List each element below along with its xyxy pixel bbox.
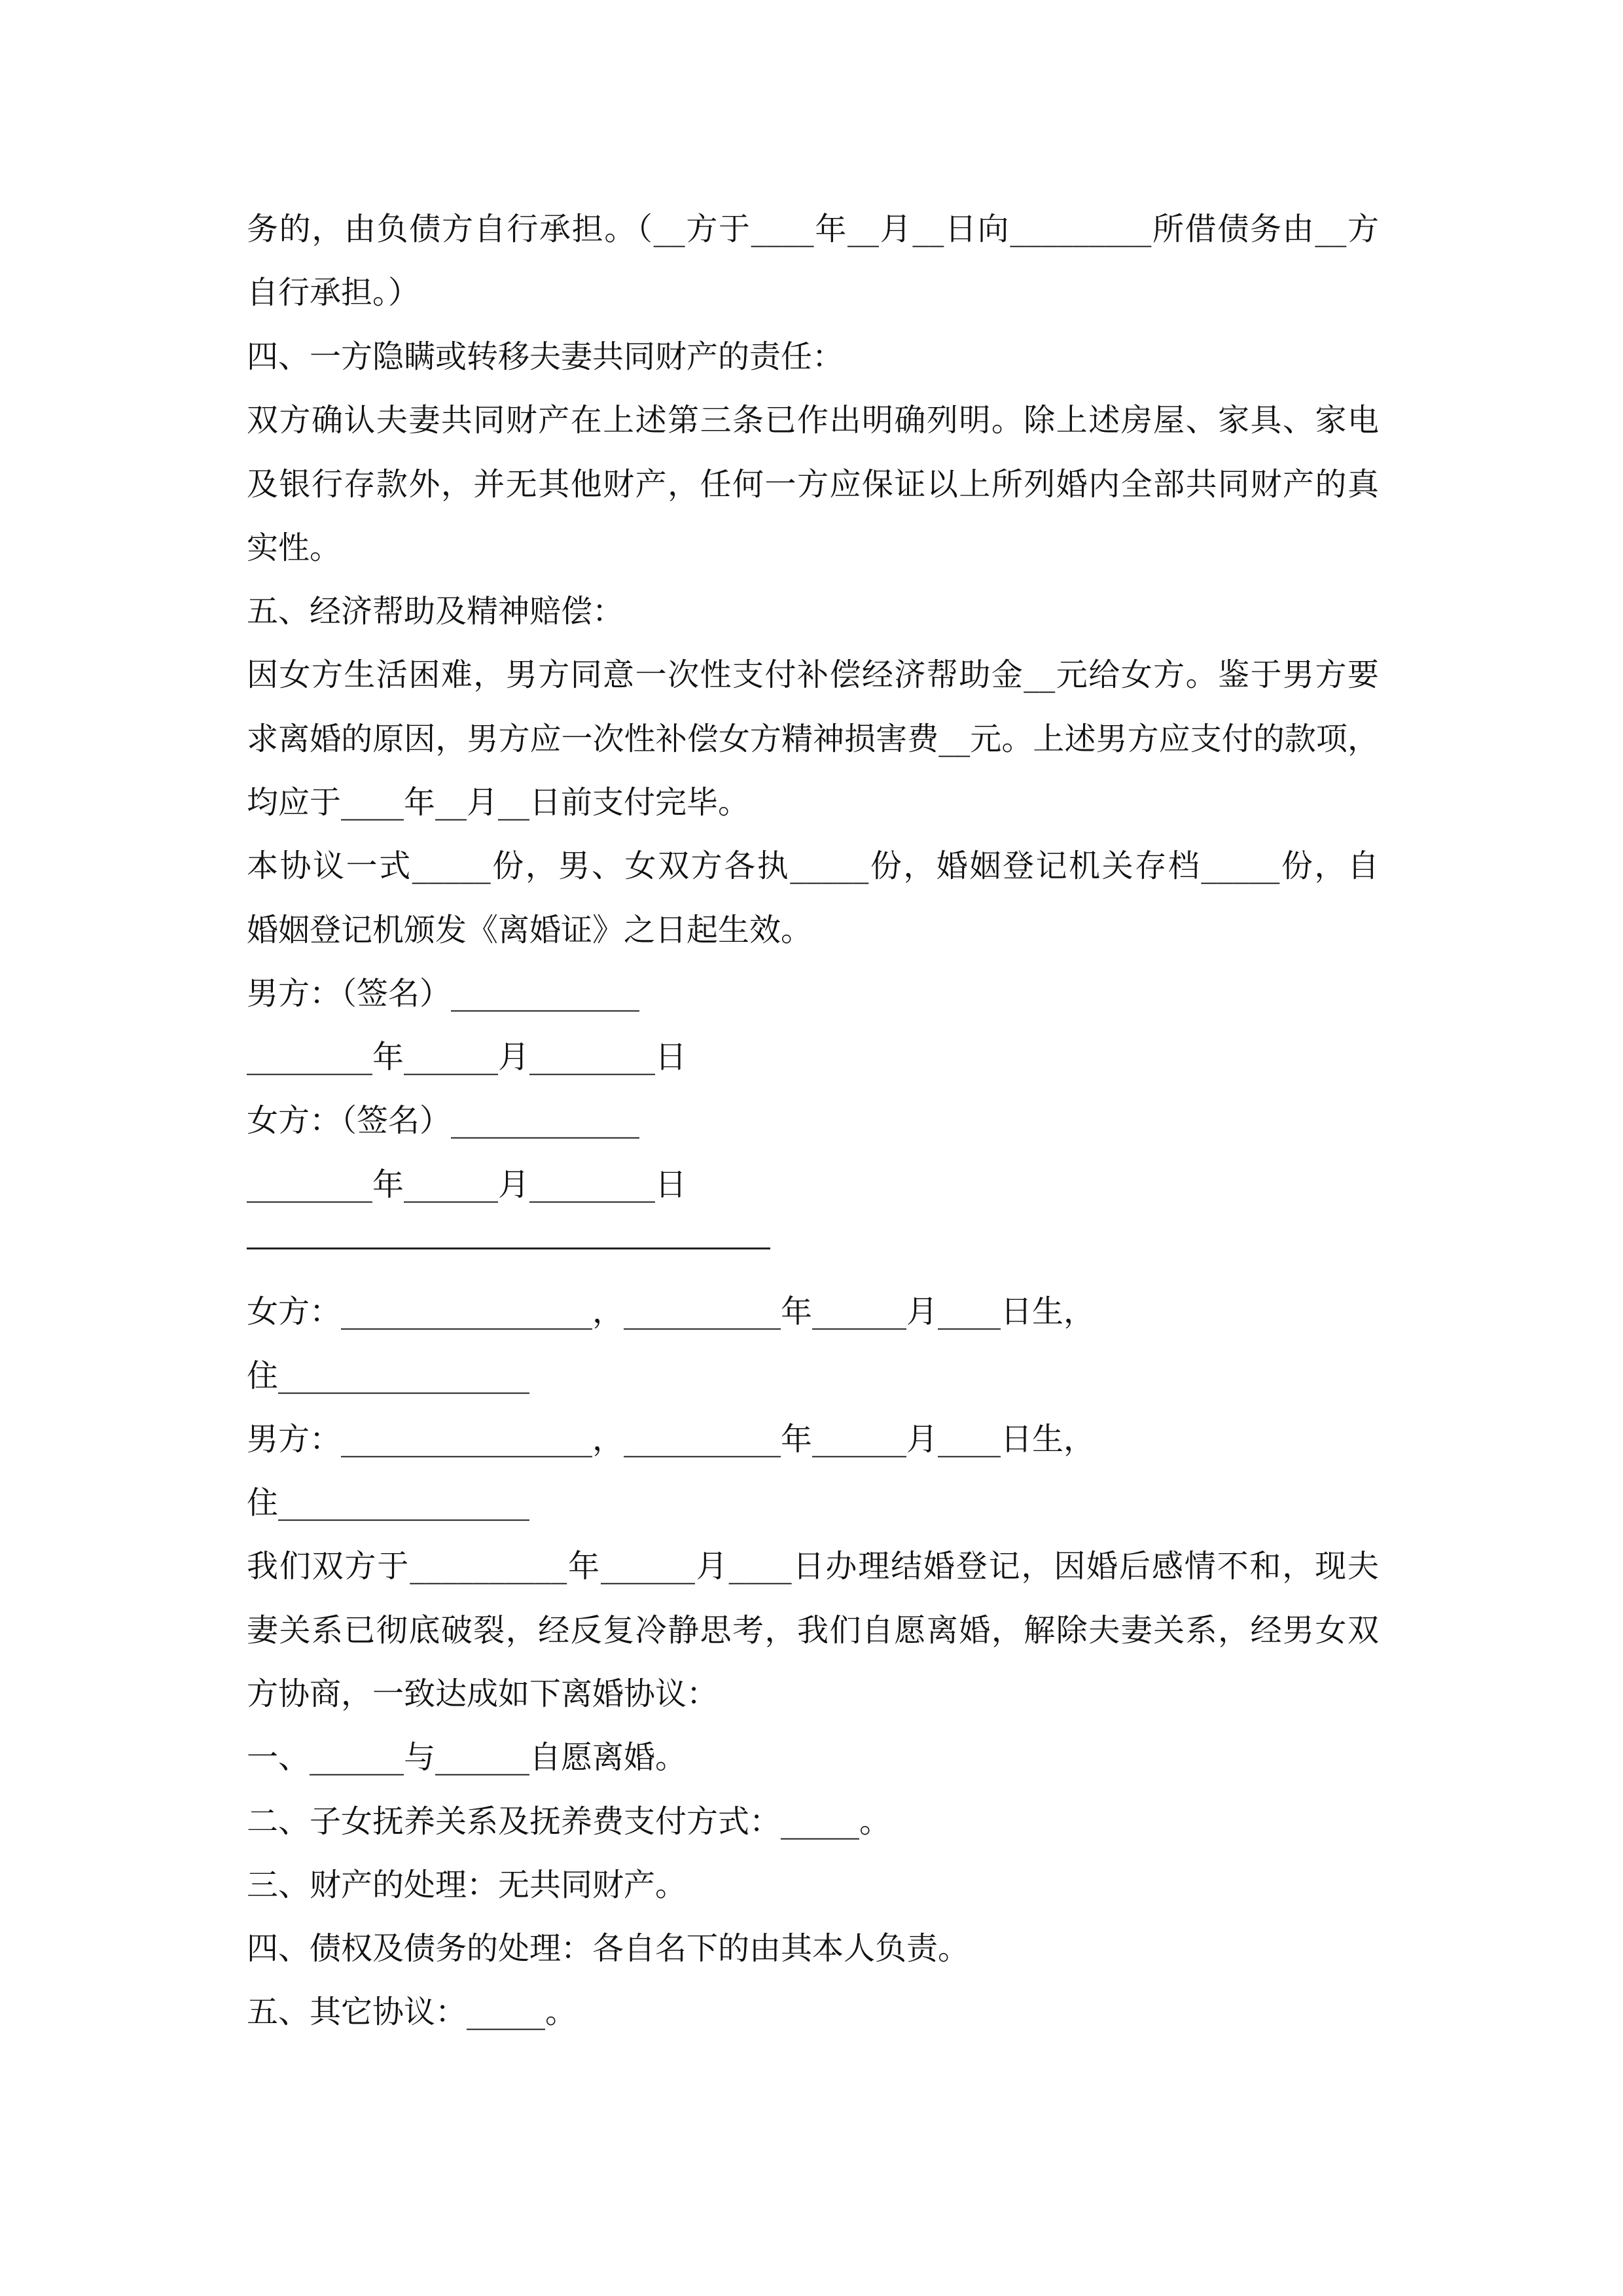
text-line: 均应于____年__月__日前支付完毕。 (247, 784, 750, 821)
address-line: 住________________ (247, 1357, 530, 1394)
text-line: 自行承担。） (247, 274, 420, 311)
date-line: ________年______月________日 (247, 1166, 687, 1203)
signature-line-male: 男方：（签名）____________ (247, 975, 640, 1012)
clause-line: 三、财产的处理：无共同财产。 (247, 1867, 687, 1903)
date-line: ________年______月________日 (247, 1039, 687, 1075)
clause-line: 一、______与______自愿离婚。 (247, 1739, 687, 1776)
text-line: 本协议一式_____份，男、女双方各执_____份，婚姻登记机关存档_____份，自 (247, 848, 1379, 884)
text-line: 务的，由负债方自行承担。（__方于____年__月__日向_________所借债务由__方 (247, 211, 1379, 247)
clause-line: 五、其它协议：_____。 (247, 1994, 577, 2030)
text-line: 方协商，一致达成如下离婚协议： (247, 1676, 719, 1712)
text-line: 因女方生活困难，男方同意一次性支付补偿经济帮助金__元给女方。鉴于男方要 (247, 656, 1379, 693)
signature-line-female: 女方：（签名）____________ (247, 1102, 640, 1139)
party-female-line: 女方：________________，__________年______月____日生， (247, 1293, 1096, 1330)
text-line: 双方确认夫妻共同财产在上述第三条已作出明确列明。除上述房屋、家具、家电 (247, 402, 1379, 439)
text-line: 求离婚的原因，男方应一次性补偿女方精神损害费__元。上述男方应支付的款项， (247, 721, 1379, 757)
text-line: 我们双方于__________年______月____日办理结婚登记，因婚后感情不和，现夫 (247, 1548, 1379, 1585)
text-line: 及银行存款外，并无其他财产，任何一方应保证以上所列婚内全部共同财产的真 (247, 466, 1379, 503)
section-divider (247, 1247, 770, 1249)
party-male-line: 男方：________________，__________年______月____日生， (247, 1421, 1096, 1458)
section-heading: 五、经济帮助及精神赔偿： (247, 593, 624, 630)
section-heading: 四、一方隐瞒或转移夫妻共同财产的责任： (247, 338, 844, 375)
text-line: 妻关系已彻底破裂，经反复冷静思考，我们自愿离婚，解除夫妻关系，经男女双 (247, 1612, 1379, 1649)
text-line: 婚姻登记机颁发《离婚证》之日起生效。 (247, 912, 813, 948)
clause-line: 二、子女抚养关系及抚养费支付方式：_____。 (247, 1803, 891, 1840)
text-line: 实性。 (247, 529, 342, 566)
clause-line: 四、债权及债务的处理：各自名下的由其本人负责。 (247, 1930, 970, 1967)
address-line: 住________________ (247, 1484, 530, 1521)
